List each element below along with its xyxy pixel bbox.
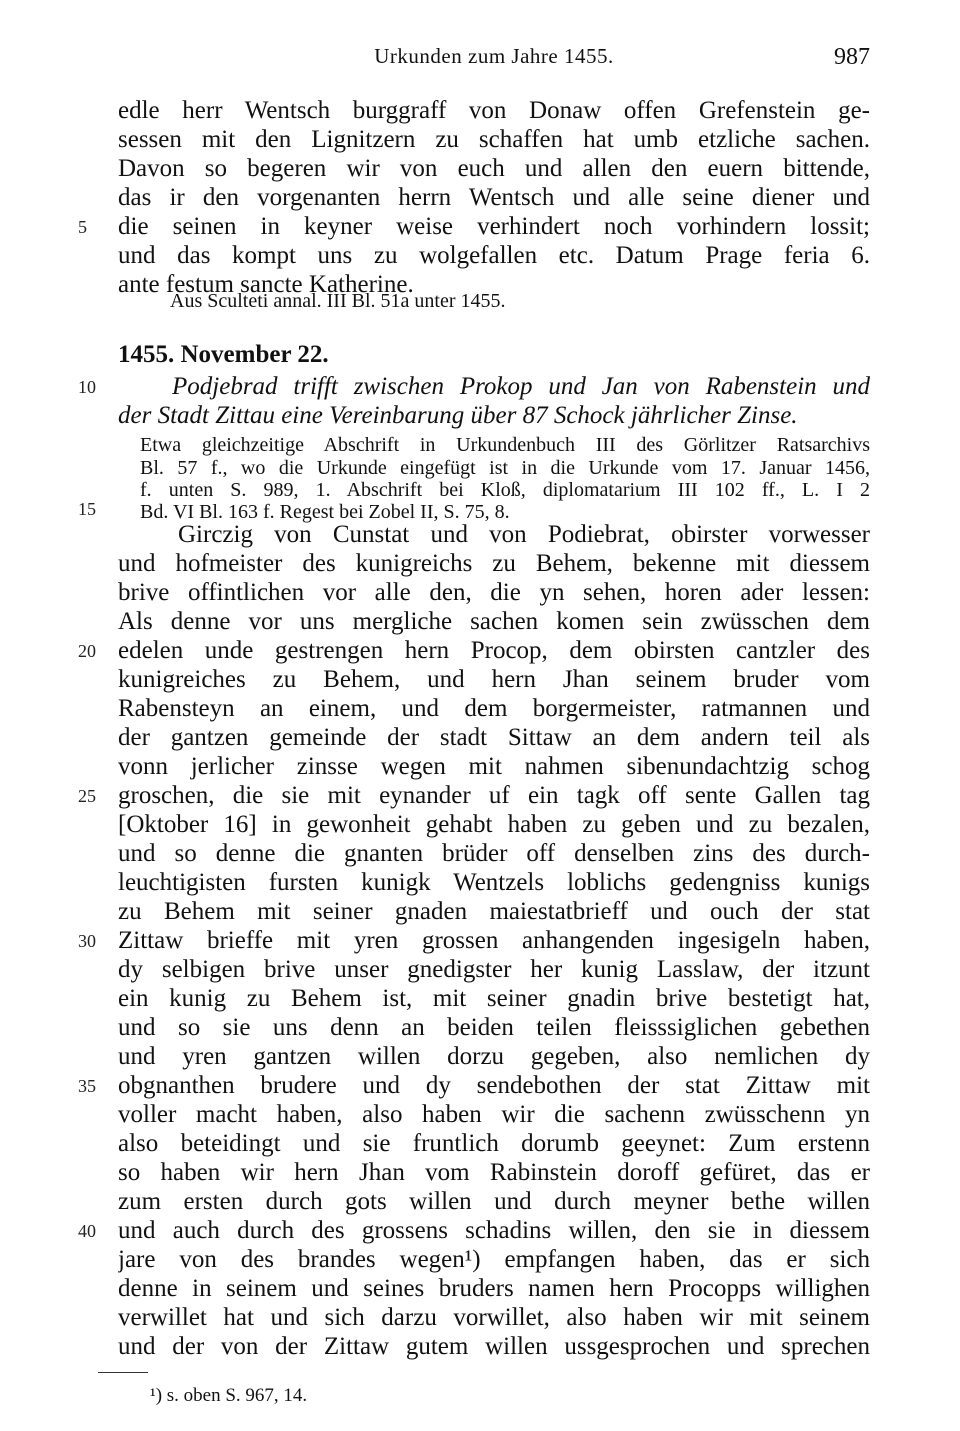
line-number: 40 — [78, 1221, 96, 1241]
document-date: 1455. November 22. — [118, 341, 329, 368]
source-line: Etwa gleichzeitige Abschrift in Urkundenbuch III des Görlitzer Ratsarchivs — [140, 434, 870, 456]
line-number: 10 — [78, 377, 96, 397]
text-line: und yren gantzen willen dorzu gegeben, also nemlichen dy — [118, 1043, 870, 1070]
text-line: das ir den vorgenanten herrn Wentsch und alle seine diener und — [118, 184, 870, 211]
line-number: 30 — [78, 931, 96, 951]
running-head: Urkunden zum Jahre 1455. — [374, 44, 614, 68]
text-line: so haben wir hern Jhan vom Rabinstein doroff gefüret, das er — [118, 1159, 870, 1186]
text-line: Als denne vor uns mergliche sachen komen sein zwüsschen dem — [118, 608, 870, 635]
text-line: dy selbigen brive unser gnedigster her kunig Lasslaw, der itzunt — [118, 956, 870, 983]
regest-line: Podjebrad trifft zwischen Prokop und Jan von Rabenstein und — [172, 373, 870, 400]
text-line: zum ersten durch gots willen und durch meyner bethe willen — [118, 1188, 870, 1215]
source-note: Aus Sculteti annal. III Bl. 51a unter 1455. — [170, 290, 506, 312]
text-line: brive offintlichen vor alle den, die yn sehen, horen ader lessen: — [118, 579, 870, 606]
line-number: 15 — [78, 499, 96, 519]
source-line: Bl. 57 f., wo die Urkunde eingefügt ist in die Urkunde vom 17. Januar 1456, — [140, 457, 870, 479]
text-line: [Oktober 16] in gewonheit gehabt haben zu geben und zu bezalen, — [118, 811, 870, 838]
text-line: Rabensteyn an einem, und dem borgermeister, ratmannen und — [118, 695, 870, 722]
text-line: denne in seinem und seines bruders namen hern Procopps willighen — [118, 1275, 870, 1302]
text-line: und so denne die gnanten brüder off denselben zins des durch- — [118, 840, 870, 867]
text-line: vonn jerlicher zinsse wegen mit nahmen sibenundachtzig schog — [118, 753, 870, 780]
text-line: also beteidingt und sie fruntlich dorumb geeynet: Zum erstenn — [118, 1130, 870, 1157]
text-line: zu Behem mit seiner gnaden maiestatbrieff und ouch der stat — [118, 898, 870, 925]
text-line: und auch durch des grossens schadins willen, den sie in diessem — [118, 1217, 870, 1244]
text-line: der gantzen gemeinde der stadt Sittaw an dem andern teil als — [118, 724, 870, 751]
text-line: und das kompt uns zu wolgefallen etc. Datum Prage feria 6. — [118, 242, 870, 269]
text-line: voller macht haben, also haben wir die sachenn zwüsschenn yn — [118, 1101, 870, 1128]
text-line: Zittaw brieffe mit yren grossen anhangenden ingesigeln haben, — [118, 927, 870, 954]
text-line: die seinen in keyner weise verhindert noch vorhindern lossit; — [118, 213, 870, 240]
text-line: und hofmeister des kunigreichs zu Behem, bekenne mit diessem — [118, 550, 870, 577]
text-line: kunigreiches zu Behem, und hern Jhan seinem bruder vom — [118, 666, 870, 693]
line-number: 35 — [78, 1076, 96, 1096]
source-line: Bd. VI Bl. 163 f. Regest bei Zobel II, S. 75, 8. — [140, 501, 510, 523]
source-line: f. unten S. 989, 1. Abschrift bei Kloß, diplomatarium III 102 ff., L. I 2 — [140, 479, 870, 501]
text-line: edle herr Wentsch burggraff von Donaw offen Grefenstein ge- — [118, 97, 870, 124]
text-line: Davon so begeren wir von euch und allen den euern bittende, — [118, 155, 870, 182]
text-line: groschen, die sie mit eynander uf ein tagk off sente Gallen tag — [118, 782, 870, 809]
text-line: ante festum sancte Katherine. — [118, 271, 414, 298]
text-line: edelen unde gestrengen hern Procop, dem obirsten cantzler des — [118, 637, 870, 664]
text-line: ein kunig zu Behem ist, mit seiner gnadin brive bestetigt hat, — [118, 985, 870, 1012]
text-line: jare von des brandes wegen¹) empfangen haben, das er sich — [118, 1246, 870, 1273]
line-number: 20 — [78, 641, 96, 661]
footnote: ¹) s. oben S. 967, 14. — [150, 1385, 308, 1406]
regest-line: der Stadt Zittau eine Vereinbarung über 87 Schock jährlicher Zinse. — [118, 402, 798, 429]
page-number: 987 — [834, 44, 870, 70]
line-number: 5 — [78, 217, 87, 237]
line-number: 25 — [78, 786, 96, 806]
text-line: und der von der Zittaw gutem willen ussgesprochen und sprechen — [118, 1333, 870, 1360]
footnote-rule — [98, 1372, 148, 1373]
text-line: und so sie uns denn an beiden teilen fleisssiglichen gebethen — [118, 1014, 870, 1041]
text-line: leuchtigisten fursten kunigk Wentzels loblichs gedengniss kunigs — [118, 869, 870, 896]
text-line: verwillet hat und sich darzu vorwillet, also haben wir mit seinem — [118, 1304, 870, 1331]
page-header — [118, 44, 870, 78]
text-line: sessen mit den Lignitzern zu schaffen hat umb etzliche sachen. — [118, 126, 870, 153]
text-line: obgnanthen brudere und dy sendebothen der stat Zittaw mit — [118, 1072, 870, 1099]
text-line: Girczig von Cunstat und von Podiebrat, obirster vorwesser — [178, 521, 870, 548]
